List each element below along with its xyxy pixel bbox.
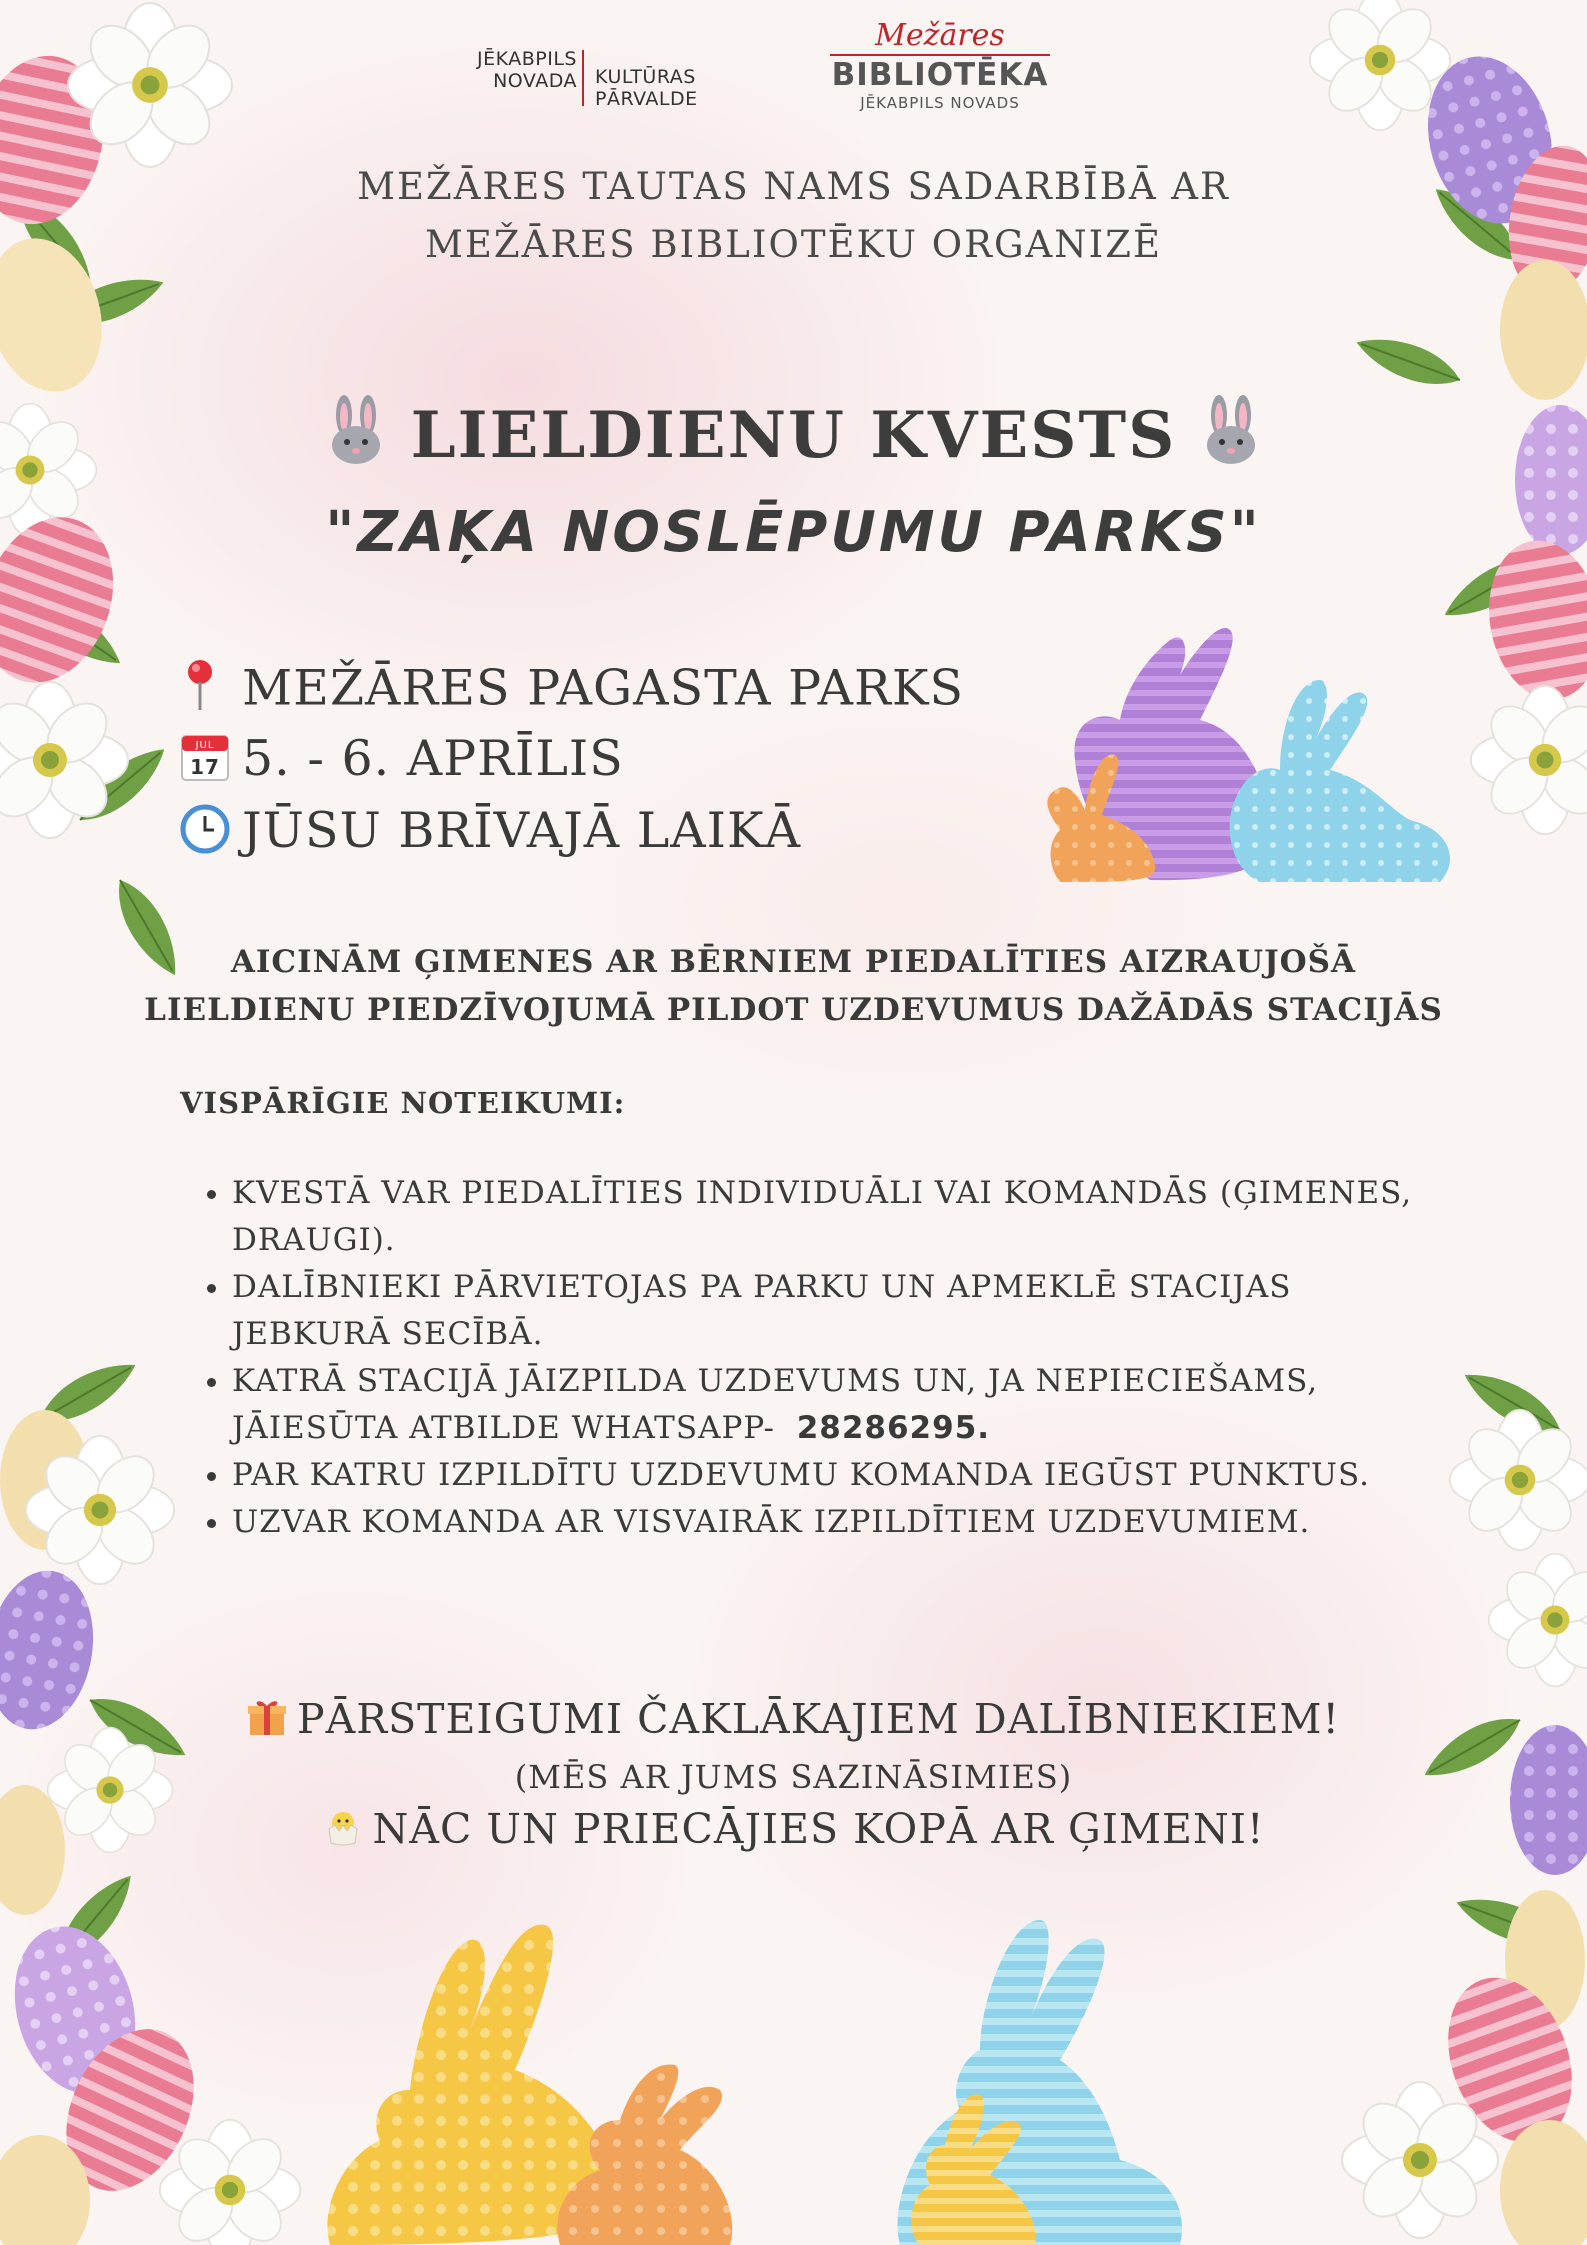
bunny-group-illustration — [1030, 620, 1470, 890]
hatching-chick-icon — [323, 1807, 363, 1847]
gift-icon — [247, 1697, 287, 1737]
surprise-line: PĀRSTEIGUMI ČAKLĀKAJIEM DALĪBNIEKIEM! — [0, 1695, 1587, 1743]
pin-icon — [180, 658, 230, 726]
page-subtitle: "ZAĶA NOSLĒPUMU PARKS" — [325, 500, 1262, 565]
bottom-bunnies-illustration — [320, 1890, 1320, 2245]
bunny-face-icon — [326, 395, 386, 465]
title-text: LIELDIENU KVESTS — [410, 398, 1177, 473]
logo-divider — [582, 50, 584, 106]
date-line: JUL 17 5. - 6. APRĪLIS — [180, 730, 624, 794]
rule-item: • UZVAR KOMANDA AR VISVAIRĀK IZPILDĪTIEM UZDEVUMIEM. — [232, 1499, 1452, 1546]
contact-note: (MĒS AR JUMS SAZINĀSIMIES) — [514, 1758, 1073, 1796]
clock-icon — [180, 804, 230, 866]
rule-item: • KVESTĀ VAR PIEDALĪTIES INDIVIDUĀLI VAI KOMANDĀS (ĢIMENES, DRAUGI). — [232, 1170, 1452, 1264]
rules-heading: VISPĀRĪGIE NOTEIKUMI: — [180, 1086, 626, 1120]
rule-item: • DALĪBNIEKI PĀRVIETOJAS PA PARKU UN APMEKLĒ STACIJAS JEBKURĀ SECĪBĀ. — [232, 1264, 1452, 1358]
time-line: JŪSU BRĪVAJĀ LAIKĀ — [180, 802, 801, 866]
bunny-face-icon — [1201, 395, 1261, 465]
svg-text:JUL: JUL — [195, 739, 215, 751]
rule-item: • KATRĀ STACIJĀ JĀIZPILDA UZDEVUMS UN, JA NEPIECIEŠAMS, JĀIESŪTA ATBILDE WHATSAPP- 28286295. — [232, 1358, 1452, 1452]
kulturas-parvalde-logo — [455, 48, 715, 112]
come-line: NĀC UN PRIECĀJIES KOPĀ AR ĢIMENI! — [0, 1805, 1587, 1853]
calendar-icon — [180, 732, 230, 794]
logo-left-text: JĒKABPILS NOVADA — [477, 48, 577, 92]
rule-item: • PAR KATRU IZPILDĪTU UZDEVUMU KOMANDA IEGŪST PUNKTUS. — [232, 1452, 1452, 1499]
logo-right-text: KULTŪRAS PĀRVALDE — [595, 66, 698, 110]
organizer-text: MEŽĀRES TAUTAS NAMS SADARBĪBĀ AR MEŽĀRES BIBLIOTĒKU ORGANIZĒ — [357, 165, 1230, 266]
page-title — [0, 395, 1587, 473]
blue-bunny — [1230, 680, 1450, 882]
location-line: MEŽĀRES PAGASTA PARKS — [180, 658, 964, 726]
svg-text:17: 17 — [190, 754, 220, 779]
rules-list — [200, 1170, 1452, 1546]
whatsapp-phone: 28286295. — [796, 1410, 991, 1446]
mezares-biblioteka-logo: Mežāres BIBLIOTĒKA JĒKABPILS NOVADS — [831, 18, 1049, 112]
invitation-text: AICINĀM ĢIMENES AR BĒRNIEM PIEDALĪTIES AIZRAUJOŠĀ LIELDIENU PIEDZĪVOJUMĀ PILDOT UZDEVUMUS DAŽĀDĀS STACIJĀS — [144, 944, 1443, 1028]
